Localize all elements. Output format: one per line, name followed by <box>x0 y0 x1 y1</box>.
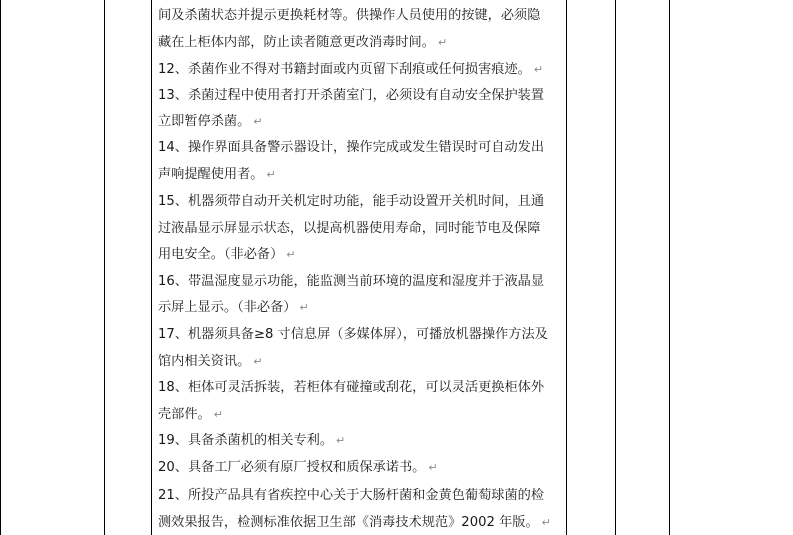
text-line <box>158 88 544 104</box>
text-line <box>158 35 447 51</box>
text-line <box>158 221 540 237</box>
text-line <box>158 460 438 476</box>
text-line <box>158 380 544 396</box>
text-line-content: 用电安全。（非必备） <box>158 247 284 262</box>
text-line-content: 20、具备工厂必须有原厂授权和质保承诺书。 <box>158 460 426 475</box>
table-border-col1 <box>104 0 105 535</box>
text-line <box>158 140 544 156</box>
paragraph-mark-icon: ↵ <box>336 434 346 447</box>
text-line-content: 16、带温湿度显示功能，能监测当前环境的温度和湿度并于液晶显 <box>158 274 545 289</box>
text-line <box>158 300 309 316</box>
text-line-content: 17、机器须具备≥8 寸信息屏（多媒体屏），可播放机器操作方法及 <box>158 327 548 342</box>
paragraph-mark-icon: ↵ <box>266 168 276 181</box>
text-line-content: 声响提醒使用者。 <box>158 167 264 182</box>
paragraph-mark-icon: ↵ <box>253 355 263 368</box>
text-line-content: 壳部件。 <box>158 407 211 422</box>
text-line-content: 过液晶显示屏显示状态，以提高机器使用寿命，同时能节电及保障 <box>158 221 541 236</box>
text-line-content: 馆内相关资讯。 <box>158 354 251 369</box>
text-line-content: 13、杀菌过程中使用者打开杀菌室门，必须设有自动安全保护装置 <box>158 88 545 103</box>
table-border-col2 <box>151 0 152 535</box>
paragraph-mark-icon: ↵ <box>541 516 551 529</box>
text-line <box>158 8 540 24</box>
paragraph-mark-icon: ↵ <box>437 36 448 49</box>
text-line <box>158 327 548 343</box>
paragraph-mark-icon: ↵ <box>299 301 309 314</box>
text-line <box>158 354 263 370</box>
text-line-content: 藏在上柜体内部，防止读者随意更改消毒时间。 <box>158 35 435 50</box>
text-line-content: 间及杀菌状态并提示更换耗材等。供操作人员使用的按键，必须隐 <box>158 8 541 23</box>
paragraph-mark-icon: ↵ <box>213 408 223 421</box>
text-line <box>158 274 544 290</box>
table-border-col4 <box>615 0 616 535</box>
text-line <box>158 194 544 210</box>
text-line <box>158 433 345 449</box>
text-line <box>158 515 551 531</box>
text-line-content: 15、机器须带自动开关机定时功能，能手动设置开关机时间，且通 <box>158 194 545 209</box>
text-line <box>158 488 544 504</box>
table-border-left <box>0 0 1 535</box>
text-line <box>158 247 296 263</box>
text-line-content: 12、杀菌作业不得对书籍封面或内页留下刮痕或任何损害痕迹。 <box>158 62 531 77</box>
text-line-content: 14、操作界面具备警示器设计，操作完成或发生错误时可自动发出 <box>158 140 545 155</box>
table-border-col5 <box>669 0 670 535</box>
paragraph-mark-icon: ↵ <box>286 248 296 261</box>
text-line <box>158 167 276 183</box>
text-line-content: 21、所投产品具有省疾控中心关于大肠杆菌和金黄色葡萄球菌的检 <box>158 488 545 503</box>
text-line-content: 18、柜体可灵活拆装，若柜体有碰撞或刮花，可以灵活更换柜体外 <box>158 380 545 395</box>
table-border-col3 <box>566 0 567 535</box>
paragraph-mark-icon: ↵ <box>253 115 263 128</box>
text-line <box>158 62 543 78</box>
paragraph-mark-icon: ↵ <box>428 461 438 474</box>
text-line-content: 测效果报告，检测标准依据卫生部《消毒技术规范》2002 年版。 <box>158 515 539 530</box>
text-line <box>158 114 263 130</box>
paragraph-mark-icon: ↵ <box>533 63 544 76</box>
text-line-content: 立即暂停杀菌。 <box>158 114 251 129</box>
text-line <box>158 407 223 423</box>
text-line-content: 19、具备杀菌机的相关专利。 <box>158 433 334 448</box>
text-line-content: 示屏上显示。（非必备） <box>158 300 297 315</box>
